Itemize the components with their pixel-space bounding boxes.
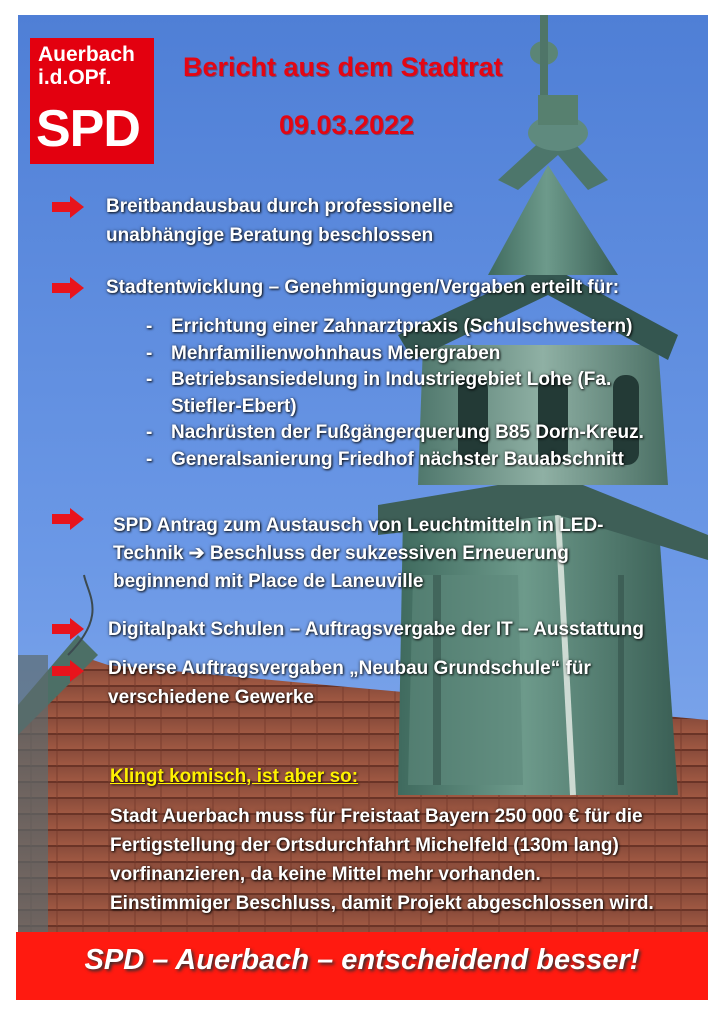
page-title: Bericht aus dem Stadtrat (183, 52, 503, 82)
right-arrow-icon (52, 508, 84, 530)
school-item-line2: verschiedene Gewerke (108, 687, 314, 708)
slogan-text: SPD – Auerbach – entscheidend besser! (84, 944, 640, 976)
led-item-line1: SPD Antrag zum Austausch von Leuchtmitteln in LED- (113, 515, 604, 536)
logo-region: i.d.OPf. (38, 66, 112, 89)
broadband-item-line1: Breitbandausbau durch professionelle (106, 196, 454, 217)
led-item-line2: Technik ➔ Beschluss der sukzessiven Erneuerung (113, 543, 569, 564)
right-arrow-icon (52, 618, 84, 640)
broadband-item-line2: unabhängige Beratung beschlossen (106, 225, 434, 246)
logo-city: Auerbach (38, 43, 135, 66)
list-item: - Mehrfamilienwohnhaus Meiergraben (146, 342, 501, 364)
urban-development-heading: Stadtentwicklung – Genehmigungen/Vergaben erteilt für: (106, 277, 620, 298)
list-item: - Generalsanierung Friedhof nächster Bauabschnitt (146, 448, 624, 470)
note-line-4: Einstimmiger Beschluss, damit Projekt abgeschlossen wird. (110, 893, 654, 914)
school-item-line1: Diverse Auftragsvergaben „Neubau Grundschule“ für (108, 658, 591, 679)
note-heading: Klingt komisch, ist aber so: (110, 766, 359, 787)
right-arrow-symbol-icon: ➔ (188, 543, 205, 564)
led-item-line3: beginnend mit Place de Laneuville (113, 571, 424, 592)
right-arrow-icon (52, 196, 84, 218)
right-arrow-icon (52, 660, 84, 682)
list-item: - Nachrüsten der Fußgängerquerung B85 Dorn-Kreuz. (146, 422, 644, 443)
digital-pact-item: Digitalpakt Schulen – Auftragsvergabe der IT – Ausstattung (108, 619, 644, 640)
note-line-2: Fertigstellung der Ortsdurchfahrt Michelfeld (130m lang) (110, 835, 619, 856)
logo-party: SPD (36, 100, 140, 158)
list-item: - Betriebsansiedelung in Industriegebiet Lohe (Fa. Stiefler-Ebert) (146, 369, 612, 417)
slogan-banner (16, 932, 708, 1000)
urban-development-list (146, 314, 644, 473)
report-date: 09.03.2022 (279, 110, 415, 140)
spd-logo (30, 38, 154, 164)
note-line-1: Stadt Auerbach muss für Freistaat Bayern 250 000 € für die (110, 806, 643, 827)
note-line-3: vorfinanzieren, da keine Mittel mehr vorhanden. (110, 864, 541, 885)
right-arrow-icon (52, 277, 84, 299)
list-item: - Errichtung einer Zahnarztpraxis (Schulschwestern) (146, 316, 633, 337)
